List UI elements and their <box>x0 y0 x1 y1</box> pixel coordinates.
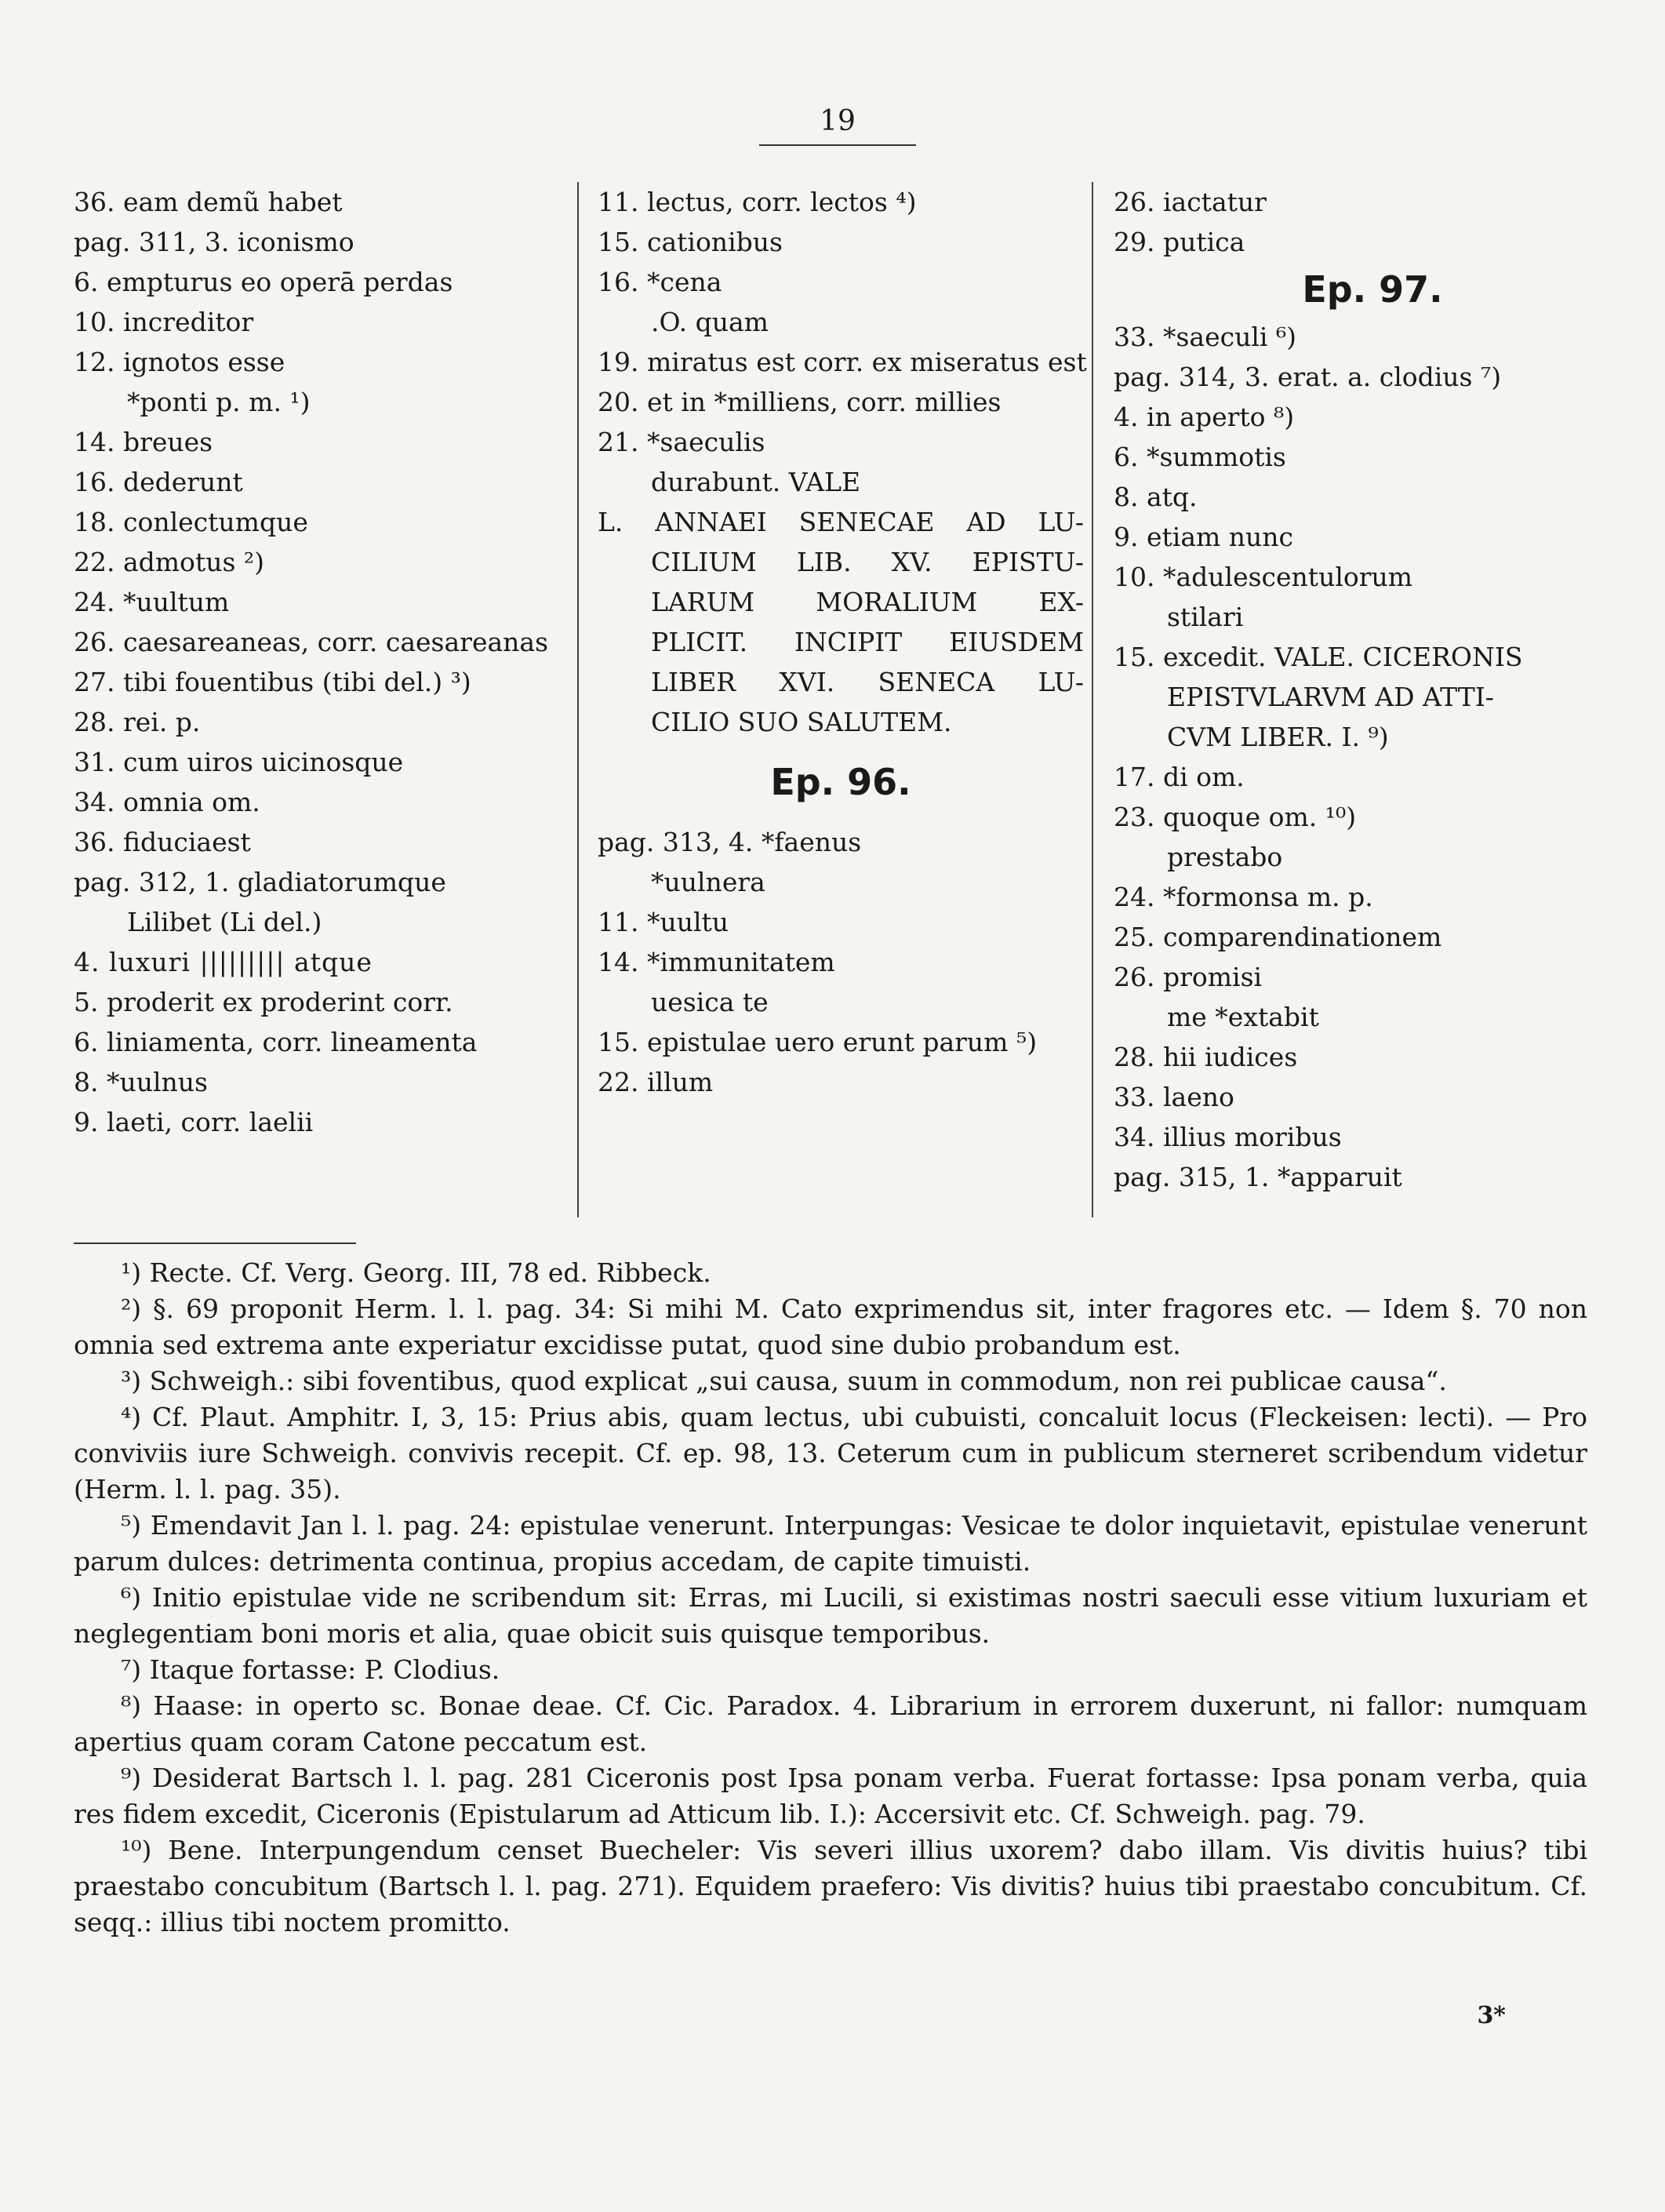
apparatus-line: CVM LIBER. I. ⁹) <box>1167 722 1389 752</box>
explicit-line: CILIUM LIB. XV. EPISTU- <box>651 547 1084 577</box>
apparatus-line: durabunt. VALE <box>651 467 861 497</box>
apparatus-line: 29. putica <box>1114 227 1245 257</box>
apparatus-line: 8. *uulnus <box>74 1067 208 1097</box>
page-number: 19 <box>820 105 856 137</box>
footnote: ⁶) Initio epistulae vide ne scribendum sit: Erras, mi Lucili, si existimas nostri saeculi esse vitium luxuriam et neglegentiam boni moris et alia, quae obicit suis quisque temporibus. <box>74 1582 1587 1649</box>
apparatus-line: 11. lectus, corr. lectos ⁴) <box>598 187 917 217</box>
apparatus-line: 15. epistulae uero erunt parum ⁵) <box>598 1027 1038 1057</box>
apparatus-line: 34. omnia om. <box>74 787 260 817</box>
apparatus-line: 14. *immunitatem <box>598 947 835 977</box>
apparatus-line: 4. luxuri ||||||||| atque <box>74 947 373 977</box>
apparatus-line: 17. di om. <box>1114 762 1245 792</box>
apparatus-line: pag. 311, 3. iconismo <box>74 227 354 257</box>
apparatus-line: 26. promisi <box>1114 962 1263 992</box>
apparatus-line: 36. eam demũ habet <box>74 187 343 217</box>
explicit-line: CILIO SUO SALUTEM. <box>651 707 952 737</box>
apparatus-line: pag. 312, 1. gladiatorumque <box>74 867 446 897</box>
explicit-line: PLICIT. INCIPIT EIUSDEM <box>651 627 1084 657</box>
apparatus-line: pag. 315, 1. *apparuit <box>1114 1162 1402 1192</box>
apparatus-line: pag. 314, 3. erat. a. clodius ⁷) <box>1114 362 1502 392</box>
apparatus-line: Lilibet (Li del.) <box>127 907 322 937</box>
apparatus-line: 9. etiam nunc <box>1114 522 1294 552</box>
apparatus-line: 34. illius moribus <box>1114 1122 1342 1152</box>
footnote: ⁹) Desiderat Bartsch l. l. pag. 281 Ciceronis post Ipsa ponam verba. Fuerat fortasse: Ipsa ponam verba, quia res fidem excedit, Ciceronis (Epistularum ad Atticum lib. I.): Accersivit etc. Cf. Schweigh. pag. 79. <box>74 1763 1587 1829</box>
apparatus-line: 33. laeno <box>1114 1082 1234 1112</box>
apparatus-line: 24. *uultum <box>74 587 230 617</box>
apparatus-line: *ponti p. m. ¹) <box>127 387 311 417</box>
footnote: ⁷) Itaque fortasse: P. Clodius. <box>121 1654 500 1685</box>
column-divider-1 <box>577 182 579 1217</box>
apparatus-line: 9. laeti, corr. laelii <box>74 1107 314 1137</box>
apparatus-line: 10. increditor <box>74 307 254 337</box>
page-number-rule <box>759 144 916 146</box>
footnotes <box>74 1255 1587 1941</box>
apparatus-line: 31. cum uiros uicinosque <box>74 747 404 777</box>
apparatus-column-2 <box>598 182 1087 1225</box>
apparatus-line: pag. 313, 4. *faenus <box>598 827 862 857</box>
apparatus-line: 6. *summotis <box>1114 442 1286 472</box>
apparatus-line: 8. atq. <box>1114 482 1198 512</box>
apparatus-line: 15. cationibus <box>598 227 783 257</box>
apparatus-line: 25. comparendinationem <box>1114 922 1442 952</box>
apparatus-line: 6. liniamenta, corr. lineamenta <box>74 1027 478 1057</box>
apparatus-line: EPISTVLARVM AD ATTI- <box>1167 682 1494 712</box>
apparatus-line: 14. breues <box>74 427 213 457</box>
apparatus-line: 19. miratus est corr. ex miseratus est <box>598 347 1087 377</box>
apparatus-line: 12. ignotos esse <box>74 347 285 377</box>
apparatus-line: 33. *saeculi ⁶) <box>1114 322 1297 352</box>
apparatus-line: 27. tibi fouentibus (tibi del.) ³) <box>74 667 471 697</box>
apparatus-line: 11. *uultu <box>598 907 729 937</box>
apparatus-line: 20. et in *milliens, corr. millies <box>598 387 1002 417</box>
apparatus-line: 16. dederunt <box>74 467 243 497</box>
footnote: ⁵) Emendavit Jan l. l. pag. 24: epistulae venerunt. Interpungas: Vesicae te dolor inquietavit, epistulae venerunt parum dulces: detrimenta continua, propius accedam, de capite timuisti. <box>74 1510 1587 1577</box>
footnote: ²) §. 69 proponit Herm. l. l. pag. 34: Si mihi M. Cato exprimendus sit, inter fragores etc. — Idem §. 70 non omnia sed extrema ante experiatur excidisse putat, quod sine dubio probandum est. <box>74 1293 1587 1360</box>
apparatus-line: *uulnera <box>651 867 765 897</box>
apparatus-line: me *extabit <box>1167 1002 1319 1032</box>
apparatus-line: uesica te <box>651 987 769 1017</box>
apparatus-line: 21. *saeculis <box>598 427 765 457</box>
footnote-rule <box>74 1242 356 1244</box>
spacer <box>598 742 1084 755</box>
apparatus-line: 26. caesareaneas, corr. caesareanas <box>74 627 549 657</box>
apparatus-column-1 <box>74 182 560 1225</box>
apparatus-line: 6. empturus eo operā perdas <box>74 267 453 297</box>
apparatus-line: 36. fiduciaest <box>74 827 251 857</box>
footnote: ³) Schweigh.: sibi foventibus, quod explicat „sui causa, suum in commodum, non rei publicae causa“. <box>121 1366 1447 1396</box>
explicit-line: LARUM MORALIUM EX- <box>651 587 1084 617</box>
apparatus-line: 18. conlectumque <box>74 507 308 537</box>
apparatus-line: 10. *adulescentulorum <box>1114 562 1413 592</box>
epistle-heading-96: Ep. 96. <box>770 761 911 803</box>
spacer <box>598 809 1084 822</box>
signature-mark: 3* <box>1477 2002 1506 2029</box>
apparatus-line: stilari <box>1167 602 1244 632</box>
apparatus-line: 4. in aperto ⁸) <box>1114 402 1295 432</box>
apparatus-line: 16. *cena <box>598 267 722 297</box>
explicit-line: LIBER XVI. SENECA LU- <box>651 667 1084 697</box>
apparatus-line: prestabo <box>1167 842 1283 872</box>
apparatus-column-3 <box>1114 182 1631 1225</box>
apparatus-line: 28. hii iudices <box>1114 1042 1298 1072</box>
apparatus-line: 5. proderit ex proderint corr. <box>74 987 453 1017</box>
apparatus-line: 24. *formonsa m. p. <box>1114 882 1373 912</box>
apparatus-line: 22. illum <box>598 1067 714 1097</box>
column-divider-2 <box>1092 182 1093 1217</box>
footnote: ¹) Recte. Cf. Verg. Georg. III, 78 ed. Ribbeck. <box>121 1257 711 1288</box>
apparatus-line: .O. quam <box>651 307 769 337</box>
footnote: ⁸) Haase: in operto sc. Bonae deae. Cf. Cic. Paradox. 4. Librarium in errorem duxerunt, ni fallor: numquam apertius quam coram Catone peccatum est. <box>74 1690 1587 1757</box>
apparatus-line: 15. excedit. VALE. CICERONIS <box>1114 642 1523 672</box>
apparatus-line: 28. rei. p. <box>74 707 201 737</box>
explicit-line: L. ANNAEI SENECAE AD LU- <box>598 507 1084 537</box>
apparatus-line: 22. admotus ²) <box>74 547 264 577</box>
apparatus-line: 23. quoque om. ¹⁰) <box>1114 802 1357 832</box>
apparatus-line: 26. iactatur <box>1114 187 1267 217</box>
footnote: ¹⁰) Bene. Interpungendum censet Buecheler: Vis severi illius uxorem? dabo illam. Vis divitis huius? tibi praestabo concubitum (Bartsch l. l. pag. 271). Equidem praefero: Vis divitis? huius tibi praestabo concubitum. Cf. seqq.: illius tibi noctem promitto. <box>74 1835 1587 1937</box>
epistle-heading-97: Ep. 97. <box>1302 268 1443 311</box>
footnote: ⁴) Cf. Plaut. Amphitr. I, 3, 15: Prius abis, quam lectus, ubi cubuisti, concaluit locus (Fleckeisen: lecti). — Pro conviviis iure Schweigh. convivis recepit. Cf. ep. 98, 13. Ceterum cum in publicum sterneret scribendum videtur (Herm. l. l. pag. 35). <box>74 1402 1587 1504</box>
